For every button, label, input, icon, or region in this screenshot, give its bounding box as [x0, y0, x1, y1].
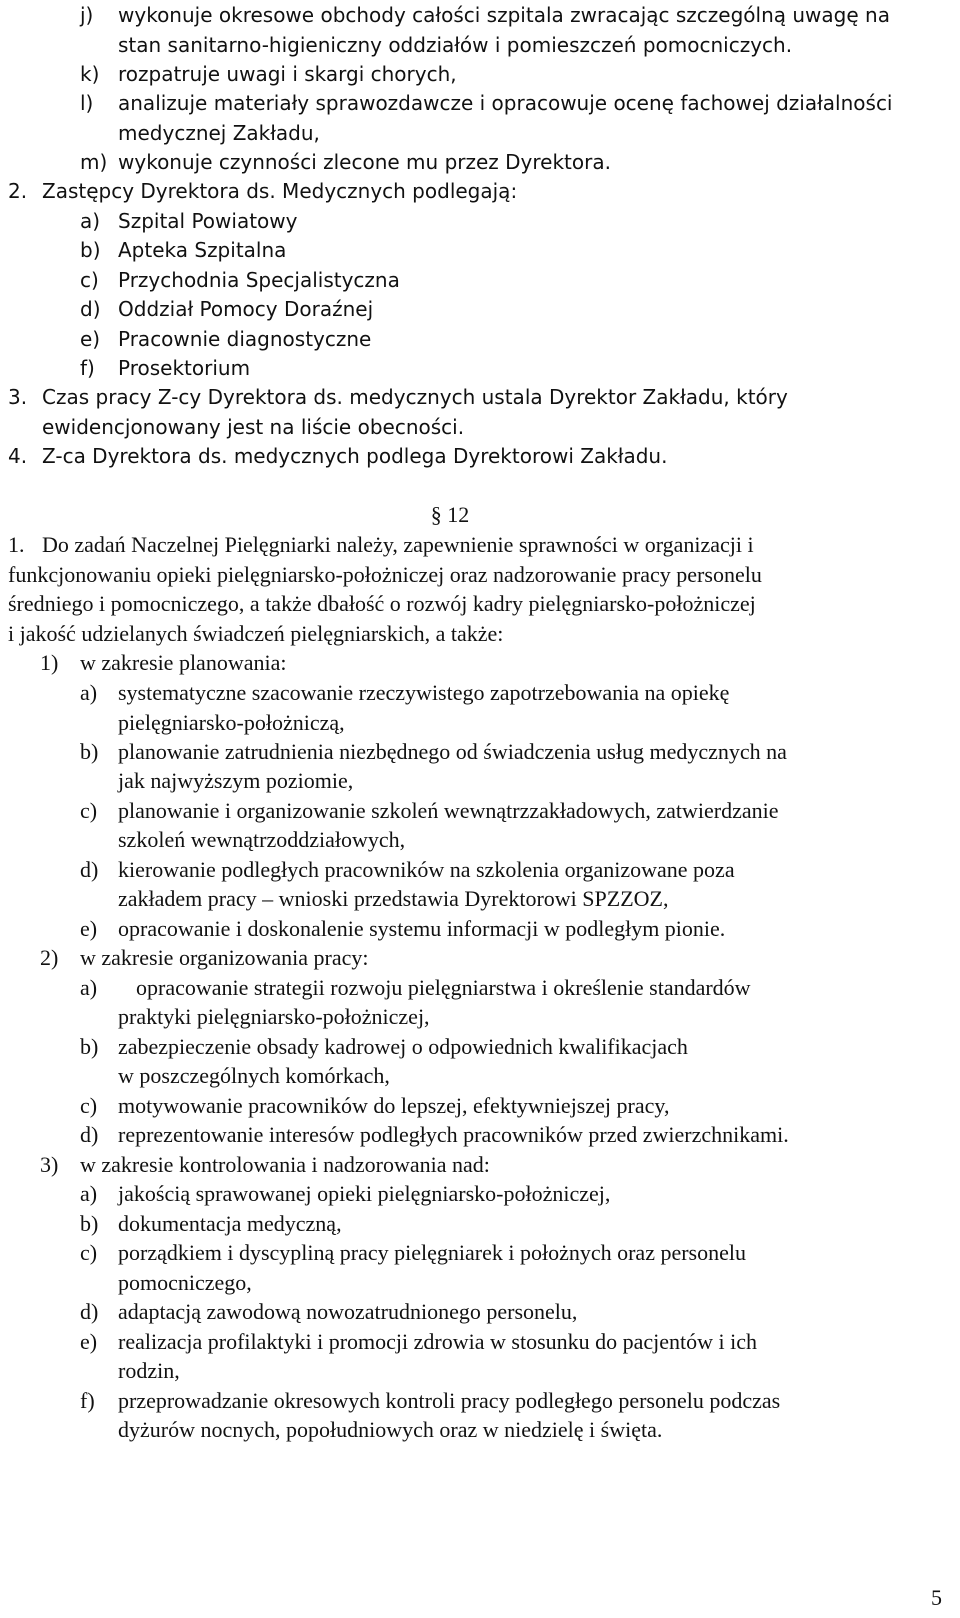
group-text: w zakresie planowania:	[80, 650, 287, 675]
group-3-item-d	[0, 1297, 960, 1327]
list-item-l-cont	[0, 118, 960, 148]
group-text: w zakresie kontrolowania i nadzorowania nad:	[80, 1152, 490, 1177]
group-2-item-a-cont	[0, 1002, 960, 1032]
group-3-item-b	[0, 1209, 960, 1239]
item-text: pielęgniarsko-położniczą,	[118, 710, 345, 735]
item-text: planowanie zatrudnienia niezbędnego od świadczenia usług medycznych na	[118, 739, 787, 764]
group-2	[0, 943, 960, 973]
list-item-k	[0, 59, 960, 89]
sub-item-b	[0, 235, 960, 265]
item-label: m)	[80, 150, 108, 174]
paragraph-label: 1.	[8, 532, 25, 557]
group-3-item-e	[0, 1327, 960, 1357]
sub-item-f	[0, 353, 960, 383]
item-label: j)	[80, 3, 94, 27]
sub-item-c	[0, 265, 960, 295]
item-label: f)	[80, 356, 95, 380]
item-label: d)	[80, 297, 101, 321]
group-text: w zakresie organizowania pracy:	[80, 945, 369, 970]
sub-item-d	[0, 294, 960, 324]
item-text: kierowanie podległych pracowników na szkolenia organizowane poza	[118, 857, 735, 882]
item-label: a)	[80, 975, 98, 1000]
group-2-item-d	[0, 1120, 960, 1150]
paragraph-label: 2.	[8, 179, 28, 203]
paragraph-label: 4.	[8, 444, 28, 468]
item-text: dokumentacja medyczną,	[118, 1211, 342, 1236]
item-text: dyżurów nocnych, popołudniowych oraz w niedzielę i święta.	[118, 1417, 663, 1442]
paragraph-text: średniego i pomocniczego, a także dbałość o rozwój kadry pielęgniarsko-położniczej	[8, 591, 756, 616]
section-heading	[0, 500, 960, 530]
paragraph-2	[0, 176, 960, 206]
group-label: 2)	[40, 945, 59, 970]
item-text: reprezentowanie interesów podległych pracowników przed zwierzchnikami.	[118, 1122, 789, 1147]
sub-item-a	[0, 206, 960, 236]
item-label: e)	[80, 327, 101, 351]
list-item-j-cont	[0, 30, 960, 60]
group-1-item-b	[0, 737, 960, 767]
paragraph-text: funkcjonowaniu opieki pielęgniarsko-położniczej oraz nadzorowanie pracy personelu	[8, 562, 762, 587]
item-text: planowanie i organizowanie szkoleń wewnątrzzakładowych, zatwierdzanie	[118, 798, 779, 823]
item-text: Apteka Szpitalna	[118, 238, 287, 262]
sub-item-e	[0, 324, 960, 354]
item-text: zakładem pracy – wnioski przedstawia Dyrektorowi SPZZOZ,	[118, 886, 669, 911]
paragraph-1	[0, 530, 960, 560]
item-text: jak najwyższym poziomie,	[118, 768, 354, 793]
item-text: Pracownie diagnostyczne	[118, 327, 372, 351]
paragraph-label: 3.	[8, 385, 28, 409]
item-label: d)	[80, 857, 99, 882]
group-1	[0, 648, 960, 678]
group-2-item-b	[0, 1032, 960, 1062]
item-text: zabezpieczenie obsady kadrowej o odpowiednich kwalifikacjach	[118, 1034, 688, 1059]
item-text: wykonuje okresowe obchody całości szpitala zwracając szczególną uwagę na	[118, 3, 890, 27]
group-3-item-a	[0, 1179, 960, 1209]
item-text: medycznej Zakładu,	[118, 121, 320, 145]
paragraph-text: Zastępcy Dyrektora ds. Medycznych podlegają:	[42, 179, 518, 203]
paragraph-text: i jakość udzielanych świadczeń pielęgniarskich, a także:	[8, 621, 504, 646]
item-text: analizuje materiały sprawozdawcze i opracowuje ocenę fachowej działalności	[118, 91, 893, 115]
item-text: rodzin,	[118, 1358, 180, 1383]
group-1-item-d	[0, 855, 960, 885]
group-1-item-c-cont	[0, 825, 960, 855]
item-text: praktyki pielęgniarsko-położniczej,	[118, 1004, 430, 1029]
item-label: l)	[80, 91, 94, 115]
item-label: e)	[80, 1329, 98, 1354]
item-text: Szpital Powiatowy	[118, 209, 298, 233]
item-label: c)	[80, 268, 99, 292]
item-label: d)	[80, 1122, 99, 1147]
item-label: a)	[80, 209, 101, 233]
group-2-item-a	[0, 973, 960, 1003]
group-2-item-c	[0, 1091, 960, 1121]
group-3-item-f	[0, 1386, 960, 1416]
item-text: przeprowadzanie okresowych kontroli pracy podległego personelu podczas	[118, 1388, 781, 1413]
item-label: b)	[80, 1211, 99, 1236]
item-label: d)	[80, 1299, 99, 1324]
item-label: f)	[80, 1388, 95, 1413]
list-item-j	[0, 0, 960, 30]
item-text: Oddział Pomocy Doraźnej	[118, 297, 374, 321]
item-label: a)	[80, 1181, 98, 1206]
list-item-m	[0, 147, 960, 177]
item-label: c)	[80, 1240, 98, 1265]
item-text: porządkiem i dyscypliną pracy pielęgniarek i położnych oraz personelu	[118, 1240, 746, 1265]
group-3-item-e-cont	[0, 1356, 960, 1386]
item-text: rozpatruje uwagi i skargi chorych,	[118, 62, 457, 86]
paragraph-1-cont	[0, 619, 960, 649]
group-1-item-a-cont	[0, 708, 960, 738]
item-label: b)	[80, 739, 99, 764]
list-item-l	[0, 88, 960, 118]
item-text: pomocniczego,	[118, 1270, 252, 1295]
section-heading-text: § 12	[430, 502, 470, 527]
paragraph-text: Z-ca Dyrektora ds. medycznych podlega Dyrektorowi Zakładu.	[42, 444, 668, 468]
paragraph-1-cont	[0, 589, 960, 619]
item-text: stan sanitarno-higieniczny oddziałów i pomieszczeń pomocniczych.	[118, 33, 793, 57]
item-label: c)	[80, 798, 98, 823]
group-1-item-b-cont	[0, 766, 960, 796]
paragraph-text: ewidencjonowany jest na liście obecności.	[42, 415, 465, 439]
item-label: a)	[80, 680, 98, 705]
item-text: w poszczególnych komórkach,	[118, 1063, 390, 1088]
group-3-item-c	[0, 1238, 960, 1268]
group-label: 3)	[40, 1152, 59, 1177]
item-text: opracowanie strategii rozwoju pielęgniarstwa i określenie standardów	[136, 975, 751, 1000]
group-1-item-c	[0, 796, 960, 826]
item-text: opracowanie i doskonalenie systemu informacji w podległym pionie.	[118, 916, 726, 941]
item-label: c)	[80, 1093, 98, 1118]
group-1-item-a	[0, 678, 960, 708]
paragraph-text: Do zadań Naczelnej Pielęgniarki należy, zapewnienie sprawności w organizacji i	[42, 532, 754, 557]
page-number: 5	[931, 1585, 942, 1610]
paragraph-3-cont	[0, 412, 960, 442]
group-3-item-f-cont	[0, 1415, 960, 1445]
paragraph-4	[0, 441, 960, 471]
group-3	[0, 1150, 960, 1180]
group-3-item-c-cont	[0, 1268, 960, 1298]
item-text: szkoleń wewnątrzoddziałowych,	[118, 827, 406, 852]
item-label: e)	[80, 916, 98, 941]
item-label: b)	[80, 238, 101, 262]
item-text: systematyczne szacowanie rzeczywistego zapotrzebowania na opiekę	[118, 680, 730, 705]
item-text: adaptacją zawodową nowozatrudnionego personelu,	[118, 1299, 578, 1324]
item-text: Prosektorium	[118, 356, 251, 380]
paragraph-1-cont	[0, 560, 960, 590]
paragraph-text: Czas pracy Z-cy Dyrektora ds. medycznych ustala Dyrektor Zakładu, który	[42, 385, 788, 409]
item-text: Przychodnia Specjalistyczna	[118, 268, 400, 292]
item-text: wykonuje czynności zlecone mu przez Dyrektora.	[118, 150, 611, 174]
group-label: 1)	[40, 650, 59, 675]
group-1-item-e	[0, 914, 960, 944]
item-label: k)	[80, 62, 100, 86]
item-text: realizacja profilaktyki i promocji zdrowia w stosunku do pacjentów i ich	[118, 1329, 758, 1354]
item-text: motywowanie pracowników do lepszej, efektywniejszej pracy,	[118, 1093, 670, 1118]
paragraph-3	[0, 382, 960, 412]
group-2-item-b-cont	[0, 1061, 960, 1091]
item-text: jakością sprawowanej opieki pielęgniarsko-położniczej,	[118, 1181, 611, 1206]
item-label: b)	[80, 1034, 99, 1059]
group-1-item-d-cont	[0, 884, 960, 914]
